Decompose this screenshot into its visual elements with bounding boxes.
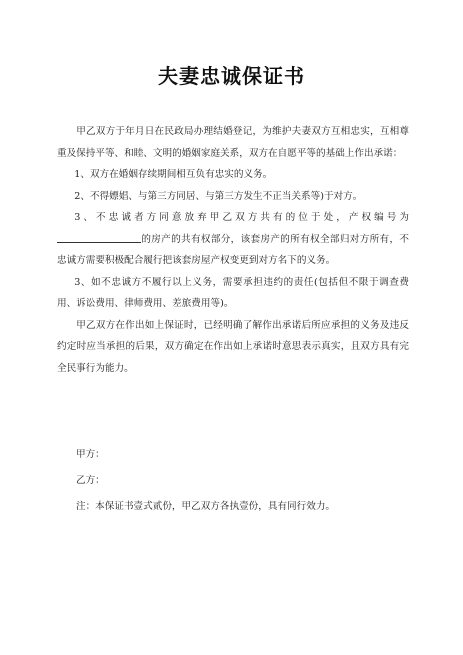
- property-number-blank: [57, 232, 141, 243]
- party-a-signature: 甲方：: [76, 449, 105, 460]
- document-title: 夫妻忠诚保证书: [158, 64, 305, 88]
- clause-3-part-b: 的房产的共有权部分，该套房产的所有权全部归对方所有，不忠诚方需要积极配合履行把该套房屋产权变更到对方名下的义务。: [57, 233, 409, 266]
- closing-paragraph: 甲乙双方在作出如上保证时，已经明确了解作出承诺后所应承担的义务及违反约定时应当承担的后果，双方确定在作出如上承诺时意思表示真实，且双方具有完全民事行为能力。: [57, 319, 409, 374]
- clause-1: 1、双方在婚姻存续期间相互负有忠实的义务。: [74, 169, 273, 180]
- clause-4: 3、如不忠诚方不履行以上义务，需要承担违约的责任(包括但不限于调查费用、诉讼费用、律师费用、差旅费用等)。: [57, 276, 409, 309]
- clause-2: 2、不得嫖娼、与第三方同居、与第三方发生不正当关系等)于对方。: [74, 190, 363, 202]
- party-b-signature: 乙方：: [76, 475, 105, 486]
- document-body: [57, 121, 409, 379]
- document-note: 注：本保证书壹式贰份，甲乙双方各执壹份，具有同行效力。: [76, 501, 336, 512]
- clause-3-part-a: 3、不忠诚者方同意放弃甲乙双方共有的位于处，产权编号为: [74, 212, 409, 223]
- intro-paragraph: 甲乙双方于年月日在民政局办理结婚登记，为维护夫妻双方互相忠实，互相尊重及保持平等、和睦、文明的婚姻家庭关系，双方在自愿平等的基础上作出承诺：: [57, 126, 409, 159]
- clause-3: [57, 207, 409, 272]
